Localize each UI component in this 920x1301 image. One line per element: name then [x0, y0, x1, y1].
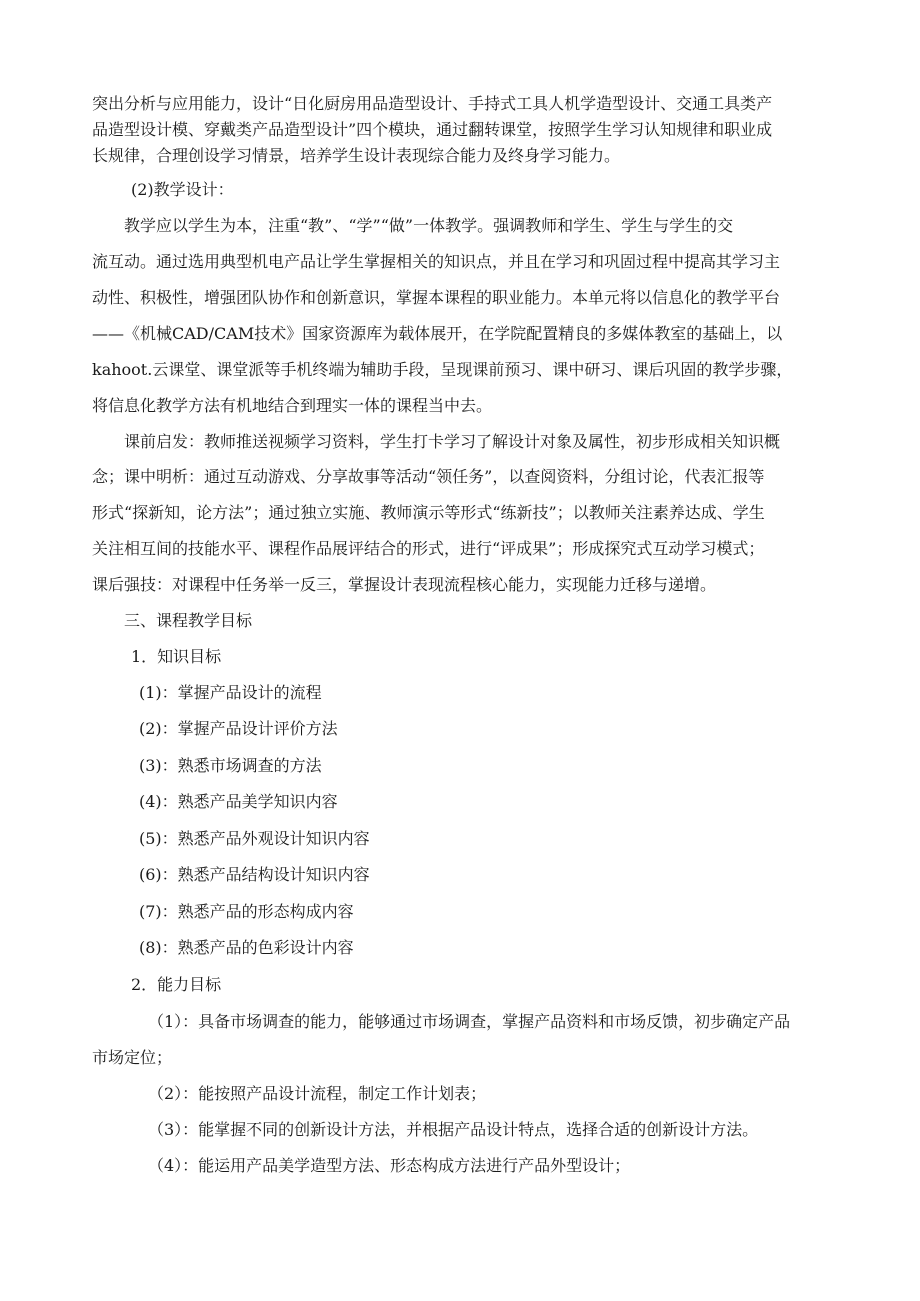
list-item: (2)：掌握产品设计评价方法 [139, 719, 338, 738]
list-item: （1）：具备市场调查的能力，能够通过市场调查，掌握产品资料和市场反馈，初步确定产品 [148, 1012, 791, 1031]
intro-line: 突出分析与应用能力，设计“日化厨房用品造型设计、手持式工具人机学造型设计、交通工具类产 [92, 94, 773, 113]
paragraph-line: 教学应以学生为本，注重“教”、“学”“做”一体教学。强调教师和学生、学生与学生的交 [124, 216, 734, 235]
intro-line: 品造型设计模、穿戴类产品造型设计”四个模块，通过翻转课堂，按照学生学习认知规律和职业成 [92, 120, 773, 139]
ability-heading: 2．能力目标 [131, 975, 222, 994]
list-item: (7)：熟悉产品的形态构成内容 [139, 902, 354, 921]
knowledge-heading: 1．知识目标 [131, 647, 222, 666]
paragraph-line: 课后强技：对课程中任务举一反三，掌握设计表现流程核心能力，实现能力迁移与递增。 [92, 575, 717, 594]
paragraph-line: 形式“探新知，论方法”；通过独立实施、教师演示等形式“练新技”；以教师关注素养达成、学生 [92, 503, 765, 522]
list-item: （3）：能掌握不同的创新设计方法，并根据产品设计特点，选择合适的创新设计方法。 [148, 1120, 759, 1139]
paragraph-line: kahoot.云课堂、课堂派等手机终端为辅助手段，呈现课前预习、课中研习、课后巩固的教学步骤， [92, 360, 793, 379]
list-item: (4)：熟悉产品美学知识内容 [139, 792, 338, 811]
paragraph-line: 课前启发：教师推送视频学习资料，学生打卡学习了解设计对象及属性，初步形成相关知识概 [124, 432, 781, 451]
list-item: （2）：能按照产品设计流程，制定工作计划表； [148, 1084, 487, 1103]
paragraph-line: 关注相互间的技能水平、课程作品展评结合的形式，进行“评成果”；形成探究式互动学习模式； [92, 539, 765, 558]
paragraph-line: 将信息化教学方法有机地结合到理实一体的课程当中去。 [92, 396, 493, 415]
teaching-design-heading: (2)教学设计： [131, 180, 234, 199]
paragraph-line: 念；课中明析：通过互动游戏、分享故事等活动“领任务”，以查阅资料，分组讨论，代表汇报等 [92, 467, 765, 486]
list-item: (3)：熟悉市场调查的方法 [139, 756, 322, 775]
intro-line: 长规律，合理创设学习情景，培养学生设计表现综合能力及终身学习能力。 [92, 146, 621, 165]
paragraph-line: ——《机械CAD/CAM技术》国家资源库为载体展开，在学院配置精良的多媒体教室的基础上，以 [92, 324, 783, 343]
list-item: (5)：熟悉产品外观设计知识内容 [139, 829, 370, 848]
paragraph-line: 动性、积极性，增强团队协作和创新意识，掌握本课程的职业能力。本单元将以信息化的教学平台 [92, 288, 781, 307]
list-item-continuation: 市场定位； [92, 1048, 173, 1067]
list-item: (8)：熟悉产品的色彩设计内容 [139, 938, 354, 957]
list-item: (1)：掌握产品设计的流程 [139, 683, 322, 702]
paragraph-line: 流互动。通过选用典型机电产品让学生掌握相关的知识点，并且在学习和巩固过程中提高其学习主 [92, 252, 781, 271]
list-item: （4）：能运用产品美学造型方法、形态构成方法进行产品外型设计； [148, 1156, 631, 1175]
list-item: (6)：熟悉产品结构设计知识内容 [139, 865, 370, 884]
section-heading: 三、课程教学目标 [124, 611, 253, 630]
